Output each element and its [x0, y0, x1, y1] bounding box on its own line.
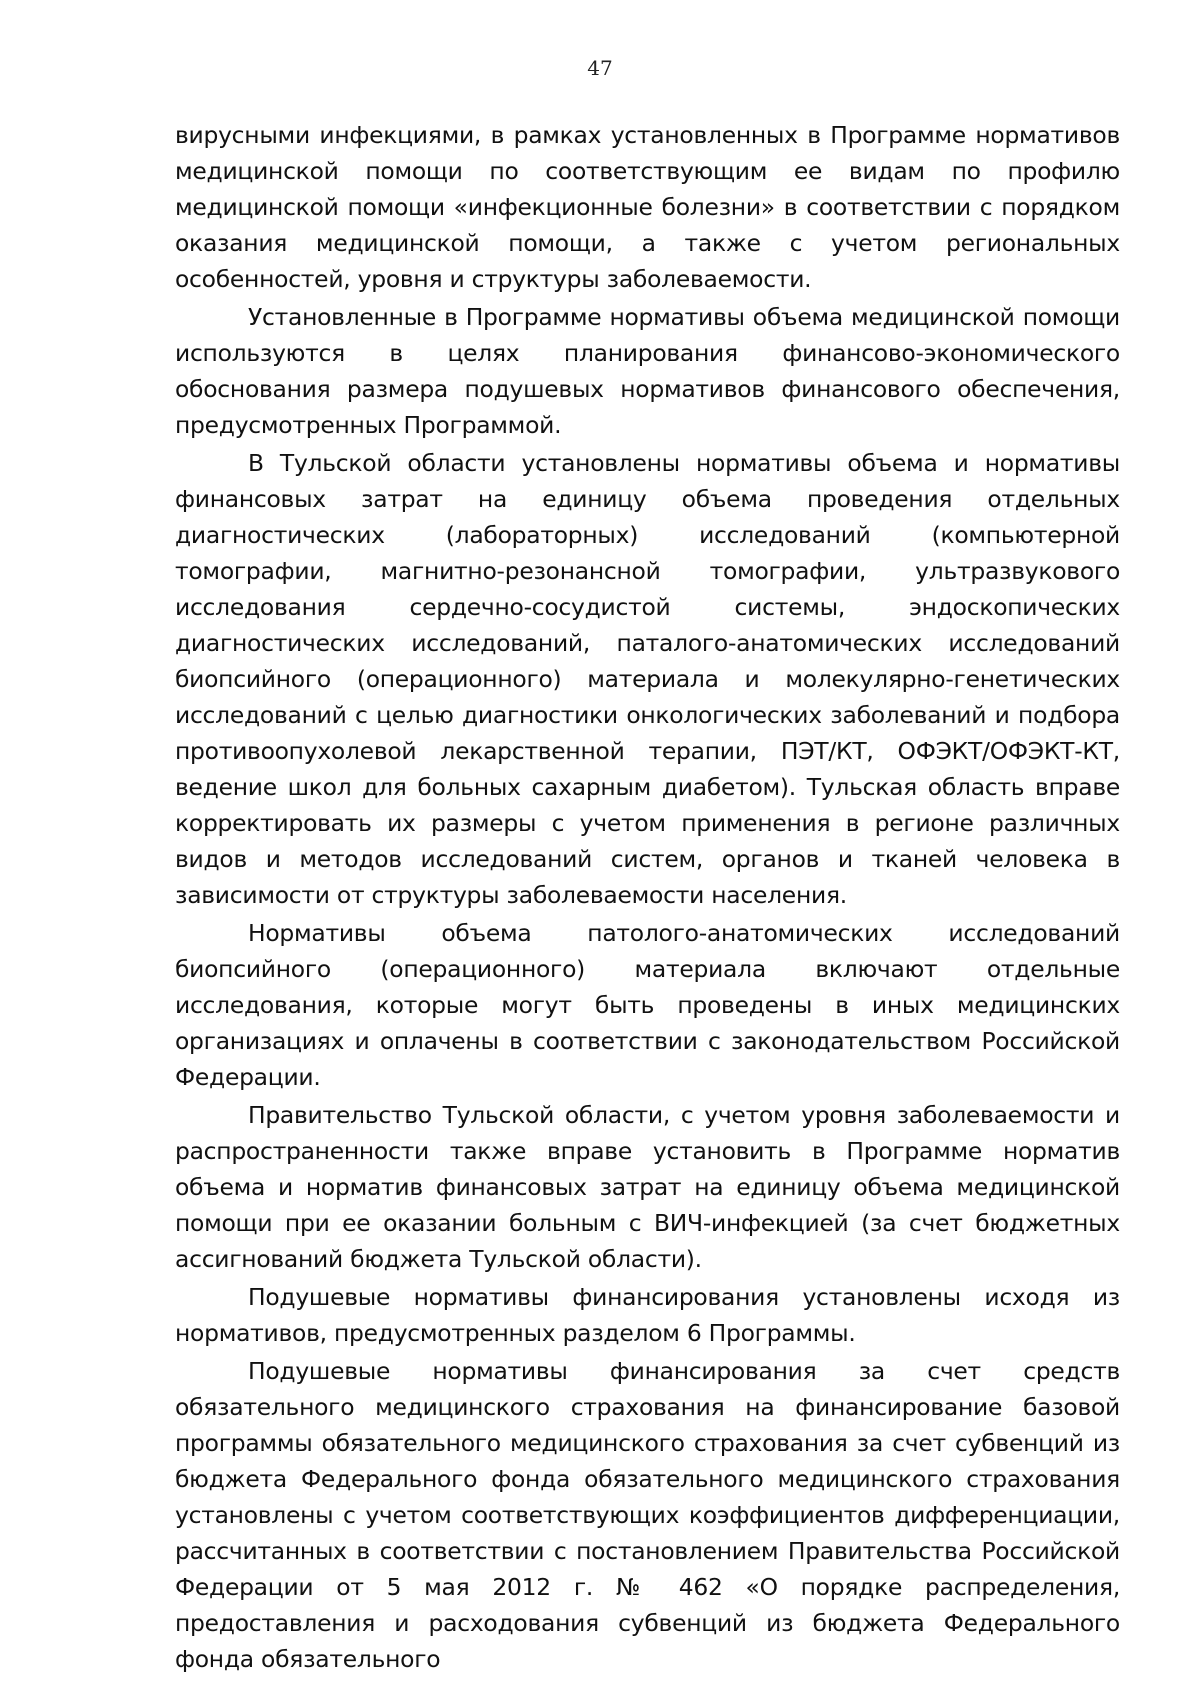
paragraph: Подушевые нормативы финансирования за счет средств обязательного медицинского страхования на финансирование базовой программы обязательного медицинского страхования за счет субвенций из бюджета Федерального фонда обязательного медицинского страхования установлены с учетом соответствующих коэффициентов дифференциации, рассчитанных в соответствии с постановлением Правительства Российской Федерации от 5 мая 2012 г. № 462 «О порядке распределения, предоставления и расходования субвенций из бюджета Федерального фонда обязательного: [175, 1357, 1120, 1673]
paragraph-continued: вирусными инфекциями, в рамках установленных в Программе нормативов медицинской помощи по соответствующим ее видам по профилю медицинской помощи «инфекционные болезни» в соответствии с порядком оказания медицинской помощи, а также с учетом региональных особенностей, уровня и структуры заболеваемости.: [175, 121, 1120, 293]
paragraph: Нормативы объема патолого-анатомических исследований биопсийного (операционного) материала включают отдельные исследования, которые могут быть проведены в иных медицинских организациях и оплачены в соответствии с законодательством Российской Федерации.: [175, 919, 1120, 1091]
paragraph: В Тульской области установлены нормативы объема и нормативы финансовых затрат на единицу объема проведения отдельных диагностических (лабораторных) исследований (компьютерной томографии, магнитно-резонансной томографии, ультразвукового исследования сердечно-сосудистой системы, эндоскопических диагностических исследований, паталого-анатомических исследований биопсийного (операционного) материала и молекулярно-генетических исследований с целью диагностики онкологических заболеваний и подбора противоопухолевой лекарственной терапии, ПЭТ/КТ, ОФЭКТ/ОФЭКТ-КТ, ведение школ для больных сахарным диабетом). Тульская область вправе корректировать их размеры с учетом применения в регионе различных видов и методов исследований систем, органов и тканей человека в зависимости от структуры заболеваемости населения.: [175, 449, 1120, 909]
page-number: 47: [587, 56, 613, 80]
paragraph: Правительство Тульской области, с учетом уровня заболеваемости и распространенности также вправе установить в Программе норматив объема и норматив финансовых затрат на единицу объема медицинской помощи при ее оказании больным с ВИЧ-инфекцией (за счет бюджетных ассигнований бюджета Тульской области).: [175, 1101, 1120, 1273]
paragraph: Подушевые нормативы финансирования установлены исходя из нормативов, предусмотренных разделом 6 Программы.: [175, 1283, 1120, 1347]
document-body: [175, 117, 1120, 1677]
paragraph: Установленные в Программе нормативы объема медицинской помощи используются в целях планирования финансово-экономического обоснования размера подушевых нормативов финансового обеспечения, предусмотренных Программой.: [175, 303, 1120, 439]
